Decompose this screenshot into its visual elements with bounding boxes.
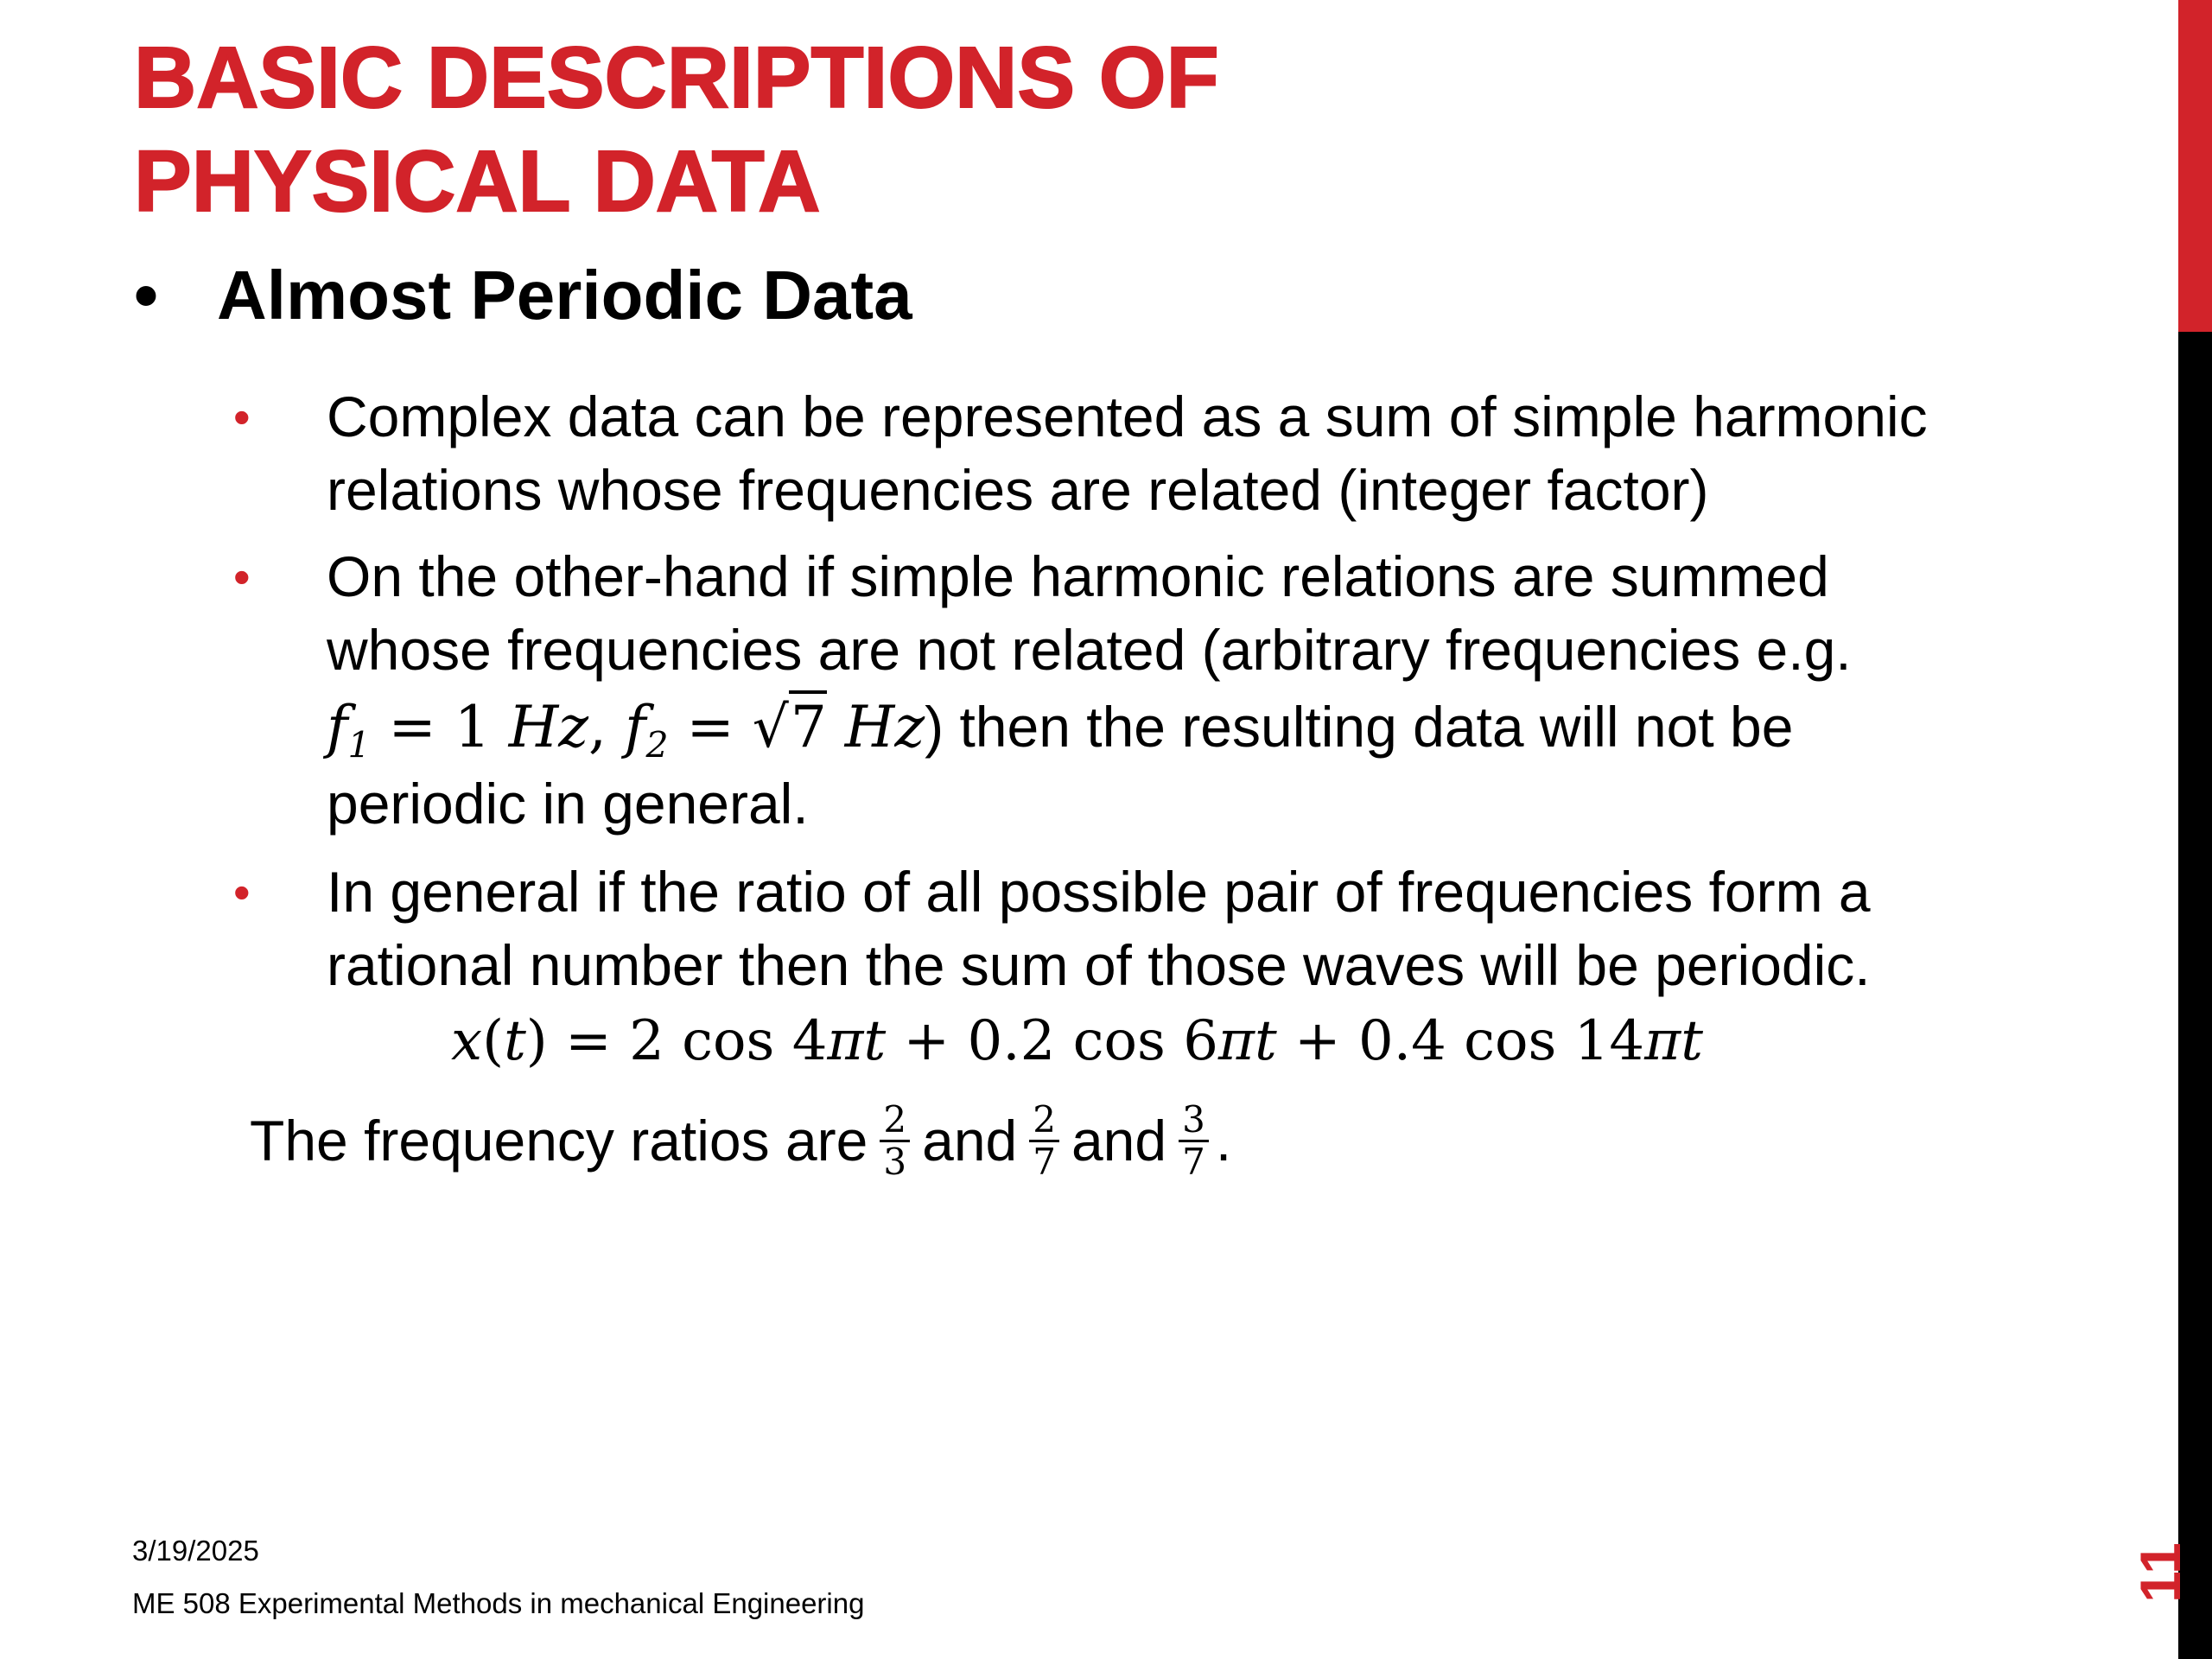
fraction bbox=[1179, 1097, 1209, 1183]
math-symbol: t bbox=[504, 1009, 526, 1073]
accent-bar-red bbox=[2178, 0, 2212, 332]
text-line: Complex data can be represented as a sum of simple harmonic bbox=[327, 385, 1928, 448]
ratios-suffix: . bbox=[1215, 1109, 1232, 1173]
list-item-text bbox=[327, 380, 2098, 527]
equation bbox=[451, 1002, 1703, 1080]
conjunction-text: and bbox=[1071, 1109, 1167, 1173]
slide-date: 3/19/2025 bbox=[132, 1535, 259, 1567]
math-symbol: + 0.2 cos 6 bbox=[886, 1009, 1218, 1073]
conjunction-text: and bbox=[922, 1109, 1018, 1173]
math-symbol: f bbox=[327, 694, 348, 760]
math-symbol: + 0.4 cos 14 bbox=[1276, 1009, 1645, 1073]
math-symbol: ) = 2 cos 4 bbox=[525, 1009, 828, 1073]
math-symbol: πt bbox=[827, 1009, 887, 1073]
frequency-expression bbox=[327, 694, 925, 766]
math-symbol: Hz bbox=[508, 694, 589, 760]
slide-footer: ME 508 Experimental Methods in mechanical Engineering bbox=[132, 1587, 865, 1619]
math-symbol: = 1 bbox=[370, 694, 509, 760]
text-line: rational number then the sum of those waves will be periodic. bbox=[327, 933, 1871, 997]
slide-title bbox=[134, 26, 2035, 233]
math-subscript: 2 bbox=[645, 724, 669, 766]
fraction-denominator: 3 bbox=[883, 1140, 907, 1183]
fraction-numerator: 2 bbox=[880, 1100, 910, 1142]
list-item-text bbox=[327, 540, 2098, 841]
text-segment: ) then the resulting data will not be bbox=[925, 695, 1794, 759]
fraction-numerator: 3 bbox=[1179, 1100, 1209, 1142]
bullet-icon: • bbox=[233, 865, 251, 919]
math-symbol: = bbox=[668, 694, 753, 760]
math-symbol: Hz bbox=[826, 694, 925, 760]
math-symbol: , bbox=[588, 694, 626, 760]
page-number: 11 bbox=[2128, 1542, 2192, 1603]
math-symbol: πt bbox=[1644, 1009, 1703, 1073]
frequency-ratios bbox=[245, 1097, 1231, 1184]
heading-text: Almost Periodic Data bbox=[217, 257, 912, 334]
text-line: whose frequencies are not related (arbitrary frequencies e.g. bbox=[327, 618, 1852, 682]
ratios-prefix: The frequency ratios are bbox=[250, 1109, 868, 1173]
text-line: periodic in general. bbox=[327, 772, 809, 836]
math-symbol: f bbox=[625, 694, 646, 760]
fraction-denominator: 7 bbox=[1033, 1140, 1056, 1183]
math-symbol: x bbox=[451, 1009, 483, 1073]
text-line: On the other-hand if simple harmonic relations are summed bbox=[327, 544, 1829, 608]
bullet-icon: • bbox=[233, 550, 251, 604]
text-line: In general if the ratio of all possible pair of frequencies form a bbox=[327, 860, 1871, 924]
math-text-line bbox=[327, 687, 2098, 767]
sqrt-radicand: 7 bbox=[789, 690, 827, 760]
accent-bar-black bbox=[2178, 332, 2212, 1659]
math-symbol: ( bbox=[482, 1009, 505, 1073]
math-symbol: πt bbox=[1217, 1009, 1277, 1073]
fraction-numerator: 2 bbox=[1029, 1100, 1059, 1142]
title-line-2: PHYSICAL DATA bbox=[134, 133, 821, 230]
math-subscript: 1 bbox=[347, 724, 371, 766]
fraction bbox=[1029, 1097, 1059, 1183]
bullet-icon: • bbox=[134, 257, 159, 334]
bullet-icon: • bbox=[233, 390, 251, 444]
sqrt-symbol: √ bbox=[752, 694, 789, 760]
list-item-text bbox=[327, 855, 2098, 1002]
text-line: relations whose frequencies are related (integer factor) bbox=[327, 458, 1709, 522]
fraction-denominator: 7 bbox=[1182, 1140, 1205, 1183]
fraction bbox=[880, 1097, 910, 1183]
title-line-1: BASIC DESCRIPTIONS OF bbox=[134, 29, 1219, 126]
